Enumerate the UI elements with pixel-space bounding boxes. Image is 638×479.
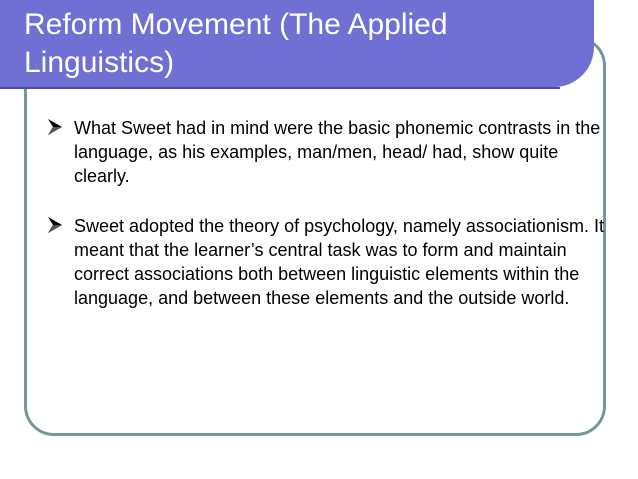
bullet-item xyxy=(44,214,604,310)
arrowhead-bullet-icon xyxy=(46,215,64,235)
arrowhead-bullet-icon xyxy=(46,117,64,137)
title-underline xyxy=(0,87,560,89)
bullet-text: What Sweet had in mind were the basic phonemic contrasts in the language, as his examples, man/men, head/ had, show quite clearly. xyxy=(74,118,601,186)
bullet-item xyxy=(44,116,604,188)
bullet-list xyxy=(44,116,604,336)
slide-title: Reform Movement (The Applied Linguistics) xyxy=(24,8,448,79)
bullet-text: Sweet adopted the theory of psychology, namely associationism. It meant that the learner’s central task was to form and maintain correct associations both between linguistic elements within the language, and between these elements and the outside world. xyxy=(74,216,604,308)
